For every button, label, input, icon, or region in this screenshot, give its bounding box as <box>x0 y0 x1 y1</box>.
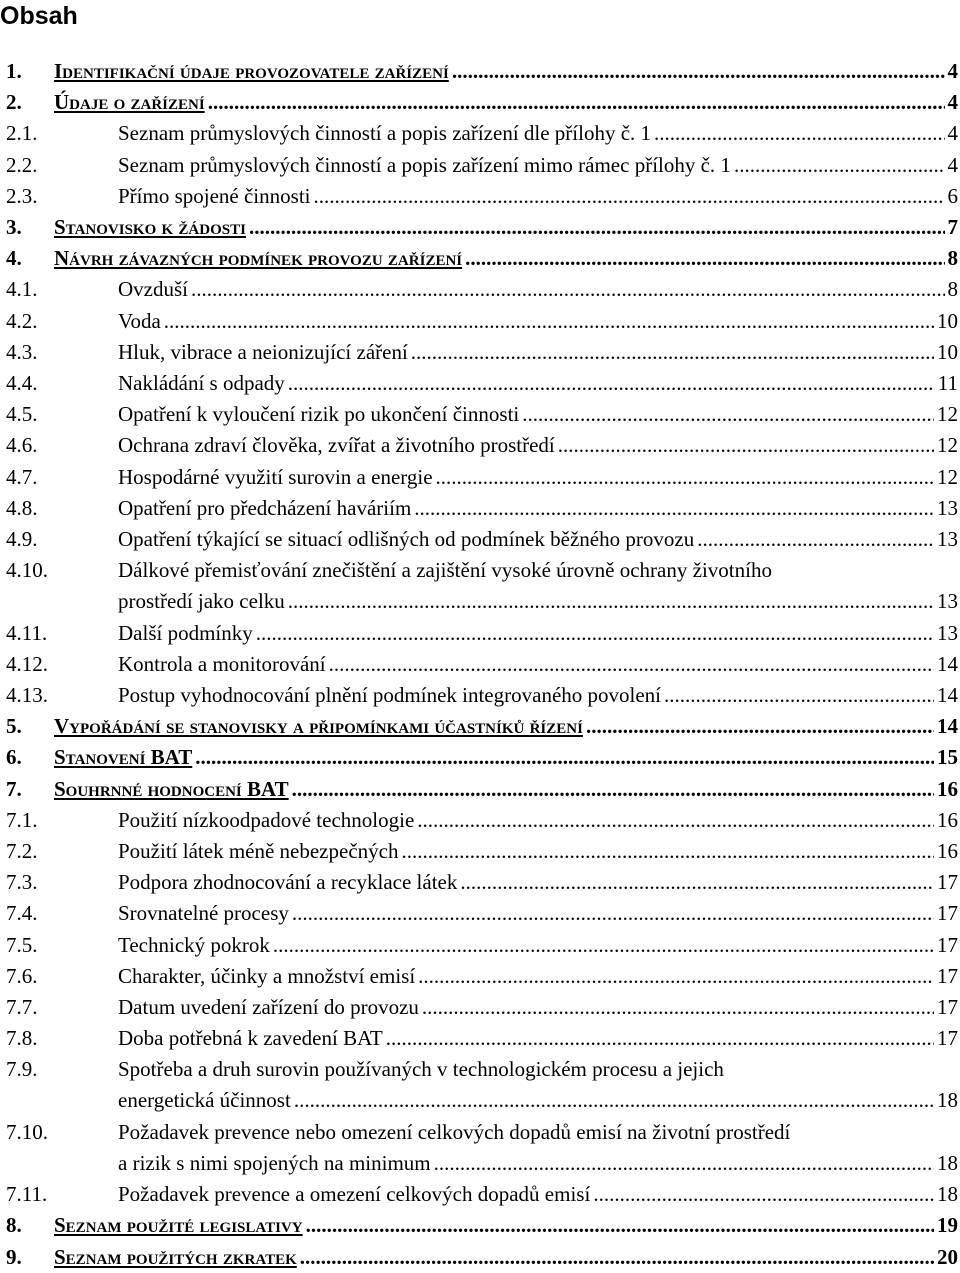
toc-entry-line <box>54 1242 960 1273</box>
toc-entry-page[interactable]: 13 <box>937 618 960 649</box>
toc-entry-number: 7.2. <box>6 836 38 867</box>
toc-entry-line <box>118 181 960 212</box>
toc-entry-number: 2.3. <box>6 181 38 212</box>
toc-entry-title[interactable]: Dálkové přemisťování znečištění a zajištění vysoké úrovně ochrany životního <box>118 555 772 586</box>
dot-leader <box>273 930 934 961</box>
toc-entry-number: 9. <box>6 1242 22 1273</box>
toc-entry-title[interactable]: Identifikační údaje provozovatele zařízení <box>54 56 449 87</box>
toc-entry-title-block <box>118 555 960 617</box>
dot-leader <box>164 306 934 337</box>
dot-leader <box>422 992 934 1023</box>
toc-entry-title[interactable]: Opatření pro předcházení haváriím <box>118 493 411 524</box>
dot-leader <box>417 805 934 836</box>
toc-entry-page[interactable]: 19 <box>937 1210 960 1241</box>
toc-entry-number: 7.11. <box>6 1179 47 1210</box>
toc-entry-title[interactable]: prostředí jako celku <box>118 586 285 617</box>
toc-entry-title[interactable]: Ochrana zdraví člověka, zvířat a životního prostředí <box>118 430 555 461</box>
toc-entry-page[interactable]: 17 <box>937 930 960 961</box>
toc-entry-line <box>118 992 960 1023</box>
toc-entry-line <box>118 118 960 149</box>
toc-entry-line <box>54 711 960 742</box>
toc-entry-title-block <box>118 493 960 524</box>
toc-entry-number: 4.2. <box>6 306 38 337</box>
toc-entry-title[interactable]: Stanovisko k žádosti <box>54 212 246 243</box>
toc-entry-title[interactable]: Požadavek prevence nebo omezení celkových dopadů emisí na životní prostředí <box>118 1117 790 1148</box>
dot-leader <box>434 1148 934 1179</box>
toc-entry-number: 8. <box>6 1210 22 1241</box>
dot-leader <box>195 742 934 773</box>
dot-leader <box>288 586 934 617</box>
toc-entry-title-block <box>118 462 960 493</box>
toc-entry-title-block <box>118 337 960 368</box>
toc-entry-line <box>118 368 960 399</box>
toc-entry-title[interactable]: Seznam průmyslových činností a popis zařízení dle přílohy č. 1 <box>118 118 651 149</box>
toc-entry-title-block <box>118 399 960 430</box>
toc-entry-line <box>118 462 960 493</box>
toc-entry-line <box>118 337 960 368</box>
toc-entry-title-block <box>54 1242 960 1273</box>
dot-leader <box>452 56 945 87</box>
toc-entry-number: 4.9. <box>6 524 38 555</box>
toc-entry-title-block <box>118 1054 960 1116</box>
toc-entry-title[interactable]: Technický pokrok <box>118 930 270 961</box>
toc-entry-page[interactable]: 14 <box>937 649 960 680</box>
toc-entry-title[interactable]: Hospodárné využití surovin a energie <box>118 462 433 493</box>
toc-entry-number: 7. <box>6 774 22 805</box>
dot-leader <box>300 1242 934 1273</box>
dot-leader <box>386 1023 934 1054</box>
toc-entry-title[interactable]: Seznam použité legislativy <box>54 1210 303 1241</box>
toc-entry-number: 4.12. <box>6 649 48 680</box>
toc-entry-page[interactable]: 15 <box>937 742 960 773</box>
toc-entry-title[interactable]: a rizik s nimi spojených na minimum <box>118 1148 431 1179</box>
toc-entry-line <box>118 680 960 711</box>
toc-entry-number: 7.8. <box>6 1023 38 1054</box>
toc-entry-title-block <box>54 243 960 274</box>
dot-leader <box>697 524 934 555</box>
toc-entry-number: 4.10. <box>6 555 48 586</box>
toc-entry-line <box>54 774 960 805</box>
dot-leader <box>436 462 934 493</box>
toc-entry-title-block <box>118 118 960 149</box>
toc-entry-title-block <box>118 368 960 399</box>
toc-entry-number: 4.11. <box>6 618 47 649</box>
toc-entry-page[interactable]: 16 <box>937 774 960 805</box>
toc-entry-title[interactable]: Požadavek prevence a omezení celkových dopadů emisí <box>118 1179 590 1210</box>
toc-entry-title[interactable]: Použití nízkoodpadové technologie <box>118 805 414 836</box>
dot-leader <box>586 711 934 742</box>
toc-entry-page[interactable]: 8 <box>948 274 960 305</box>
toc-entry-page[interactable]: 4 <box>948 87 960 118</box>
toc-entry-title[interactable]: Další podmínky <box>118 618 253 649</box>
toc-entry-line <box>118 836 960 867</box>
toc-entry-page[interactable]: 17 <box>937 867 960 898</box>
toc-entry-page[interactable]: 12 <box>937 399 960 430</box>
toc-entry-line <box>118 1085 960 1116</box>
toc-entry-title-block <box>118 181 960 212</box>
toc-entry-title[interactable]: Doba potřebná k zavedení BAT <box>118 1023 383 1054</box>
toc-entry-line <box>118 1054 960 1085</box>
toc-entry-page[interactable]: 4 <box>948 150 960 181</box>
toc-entry-title[interactable]: Návrh závazných podmínek provozu zařízení <box>54 243 462 274</box>
toc-entry-title[interactable]: Seznam průmyslových činností a popis zařízení mimo rámec přílohy č. 1 <box>118 150 731 181</box>
toc-entry-line <box>118 524 960 555</box>
toc-entry-title[interactable]: Ovzduší <box>118 274 188 305</box>
toc-entry-title-block <box>118 150 960 181</box>
toc-entry-line <box>118 493 960 524</box>
toc-entry-title-block <box>54 711 960 742</box>
toc-entry-page[interactable]: 10 <box>937 306 960 337</box>
toc-entry-title-block <box>118 930 960 961</box>
toc-entry-title-block <box>118 306 960 337</box>
toc-entry-number: 7.7. <box>6 992 38 1023</box>
dot-leader <box>294 1085 934 1116</box>
toc-entry-title[interactable]: Podpora zhodnocování a recyklace látek <box>118 867 457 898</box>
toc-entry-number: 1. <box>6 56 22 87</box>
toc-entry-number: 4.5. <box>6 399 38 430</box>
toc-entry-line <box>118 961 960 992</box>
dot-leader <box>292 774 934 805</box>
toc-entry-line <box>118 618 960 649</box>
toc-entry-title-block <box>118 680 960 711</box>
dot-leader <box>329 649 934 680</box>
toc-entry-title-block <box>118 524 960 555</box>
dot-leader <box>306 1210 934 1241</box>
toc-entry-title-block <box>118 992 960 1023</box>
toc-entry-title[interactable]: Srovnatelné procesy <box>118 898 289 929</box>
toc-entry-title-block <box>118 805 960 836</box>
toc-entry-title-block <box>118 274 960 305</box>
toc-entry-title-block <box>118 1179 960 1210</box>
toc-entry-title[interactable]: Hluk, vibrace a neionizující záření <box>118 337 408 368</box>
toc-entry-number: 5. <box>6 711 22 742</box>
toc-entry-number: 7.9. <box>6 1054 38 1085</box>
toc-entry-number: 6. <box>6 742 22 773</box>
dot-leader <box>191 274 945 305</box>
toc-entry-page[interactable]: 13 <box>937 524 960 555</box>
dot-leader <box>256 618 934 649</box>
dot-leader <box>411 337 934 368</box>
dot-leader <box>249 212 945 243</box>
toc-entry-page[interactable]: 11 <box>938 368 960 399</box>
toc-entry-line <box>118 399 960 430</box>
toc-entry-number: 7.10. <box>6 1117 48 1148</box>
toc-entry-line <box>118 930 960 961</box>
toc-entry-line <box>118 1148 960 1179</box>
toc-entry-number: 4.1. <box>6 274 38 305</box>
toc-entry-title[interactable]: Kontrola a monitorování <box>118 649 326 680</box>
toc-entry-title[interactable]: Opatření týkající se situací odlišných od podmínek běžného provozu <box>118 524 694 555</box>
toc-entry-line <box>118 430 960 461</box>
toc-entry-page[interactable]: 14 <box>937 680 960 711</box>
toc-entry-line <box>118 1179 960 1210</box>
dot-leader <box>292 898 934 929</box>
toc-entry-number: 4. <box>6 243 22 274</box>
toc-entry-title-block <box>54 1210 960 1241</box>
toc-entry-page[interactable]: 18 <box>937 1148 960 1179</box>
toc-entry-title[interactable]: Údaje o zařízení <box>54 87 205 118</box>
toc-entry-title[interactable]: Stanovení BAT <box>54 742 192 773</box>
toc-entry-page[interactable]: 16 <box>937 836 960 867</box>
page-title: Obsah <box>0 0 78 32</box>
toc-entry-title[interactable]: Seznam použitých zkratek <box>54 1242 297 1273</box>
toc-entry-line <box>54 1210 960 1241</box>
toc-entry-title-block <box>118 1117 960 1179</box>
toc-entry-line <box>118 805 960 836</box>
toc-entry-line <box>54 212 960 243</box>
toc-entry-page[interactable]: 20 <box>937 1242 960 1273</box>
toc-entry-line <box>54 87 960 118</box>
toc-entry-line <box>118 1023 960 1054</box>
toc-entry-title[interactable]: Voda <box>118 306 161 337</box>
toc-entry-number: 4.7. <box>6 462 38 493</box>
toc-entry-page[interactable]: 17 <box>937 961 960 992</box>
toc-entry-title-block <box>54 212 960 243</box>
toc-entry-line <box>118 867 960 898</box>
toc-entry-page[interactable]: 17 <box>937 1023 960 1054</box>
toc-entry-page[interactable]: 7 <box>948 212 960 243</box>
toc-entry-title[interactable]: Přímo spojené činnosti <box>118 181 311 212</box>
toc-entry-title[interactable]: Použití látek méně nebezpečných <box>118 836 398 867</box>
toc-entry-page[interactable]: 13 <box>937 493 960 524</box>
dot-leader <box>465 243 944 274</box>
dot-leader <box>460 867 934 898</box>
toc-entry-title[interactable]: Opatření k vyloučení rizik po ukončení činnosti <box>118 399 519 430</box>
toc-entry-number: 4.13. <box>6 680 48 711</box>
toc-entry-title[interactable]: Spotřeba a druh surovin používaných v technologickém procesu a jejich <box>118 1054 724 1085</box>
toc-entry-title-block <box>118 836 960 867</box>
toc-entry-title-block <box>54 774 960 805</box>
toc-entry-title-block <box>118 1023 960 1054</box>
dot-leader <box>414 493 934 524</box>
toc-entry-title[interactable]: Nakládání s odpady <box>118 368 285 399</box>
toc-entry-title[interactable]: Souhrnné hodnocení BAT <box>54 774 289 805</box>
toc-entry-page[interactable]: 6 <box>948 181 960 212</box>
toc-entry-title-block <box>118 618 960 649</box>
dot-leader <box>558 430 934 461</box>
toc-entry-title[interactable]: Postup vyhodnocování plnění podmínek integrovaného povolení <box>118 680 661 711</box>
toc-entry-title[interactable]: Vypořádání se stanovisky a připomínkami účastníků řízení <box>54 711 583 742</box>
dot-leader <box>208 87 945 118</box>
toc-entry-page[interactable]: 16 <box>937 805 960 836</box>
toc-entry-line <box>118 555 960 586</box>
toc-entry-title-block <box>118 961 960 992</box>
toc-entry-line <box>118 586 960 617</box>
toc-entry-number: 2. <box>6 87 22 118</box>
toc-entry-page[interactable]: 8 <box>948 243 960 274</box>
toc-entry-title-block <box>54 56 960 87</box>
dot-leader <box>654 118 944 149</box>
dot-leader <box>401 836 934 867</box>
toc-entry-title-block <box>118 430 960 461</box>
toc-entry-page[interactable]: 12 <box>937 462 960 493</box>
toc-entry-line <box>54 56 960 87</box>
toc-entry-number: 2.1. <box>6 118 38 149</box>
toc-entry-line <box>54 243 960 274</box>
toc-entry-page[interactable]: 18 <box>937 1085 960 1116</box>
toc-entry-number: 7.1. <box>6 805 38 836</box>
toc-entry-page[interactable]: 12 <box>937 430 960 461</box>
toc-entry-line <box>118 306 960 337</box>
toc-entry-title[interactable]: Charakter, účinky a množství emisí <box>118 961 415 992</box>
toc-entry-line <box>118 274 960 305</box>
toc-entry-number: 3. <box>6 212 22 243</box>
toc-entry-title-block <box>54 87 960 118</box>
toc-entry-page[interactable]: 17 <box>937 992 960 1023</box>
toc-entry-page[interactable]: 14 <box>937 711 960 742</box>
toc-entry-title-block <box>118 649 960 680</box>
dot-leader <box>314 181 945 212</box>
toc-entry-line <box>54 742 960 773</box>
toc-entry-page[interactable]: 10 <box>937 337 960 368</box>
toc-entry-title-block <box>118 898 960 929</box>
toc-entry-page[interactable]: 13 <box>937 586 960 617</box>
dot-leader <box>664 680 934 711</box>
toc-entry-number: 4.8. <box>6 493 38 524</box>
toc-entry-number: 7.5. <box>6 930 38 961</box>
toc-entry-title-block <box>118 867 960 898</box>
toc-entry-line <box>118 898 960 929</box>
toc-entry-line <box>118 150 960 181</box>
toc-entry-line <box>118 649 960 680</box>
toc-entry-title-block <box>54 742 960 773</box>
dot-leader <box>418 961 934 992</box>
toc-entry-number: 7.6. <box>6 961 38 992</box>
dot-leader <box>734 150 945 181</box>
toc-entry-number: 7.3. <box>6 867 38 898</box>
dot-leader <box>288 368 935 399</box>
toc-entry-title[interactable]: energetická účinnost <box>118 1085 291 1116</box>
dot-leader <box>522 399 934 430</box>
toc-entry-number: 7.4. <box>6 898 38 929</box>
toc-entry-line <box>118 1117 960 1148</box>
toc-entry-number: 2.2. <box>6 150 38 181</box>
toc-entry-number: 4.6. <box>6 430 38 461</box>
toc-entry-number: 4.4. <box>6 368 38 399</box>
toc-entry-page[interactable]: 4 <box>948 56 960 87</box>
toc-entry-title[interactable]: Datum uvedení zařízení do provozu <box>118 992 419 1023</box>
toc-entry-number: 4.3. <box>6 337 38 368</box>
dot-leader <box>593 1179 934 1210</box>
toc-entry-page[interactable]: 4 <box>948 118 960 149</box>
toc-entry-page[interactable]: 17 <box>937 898 960 929</box>
toc-entry-page[interactable]: 18 <box>937 1179 960 1210</box>
